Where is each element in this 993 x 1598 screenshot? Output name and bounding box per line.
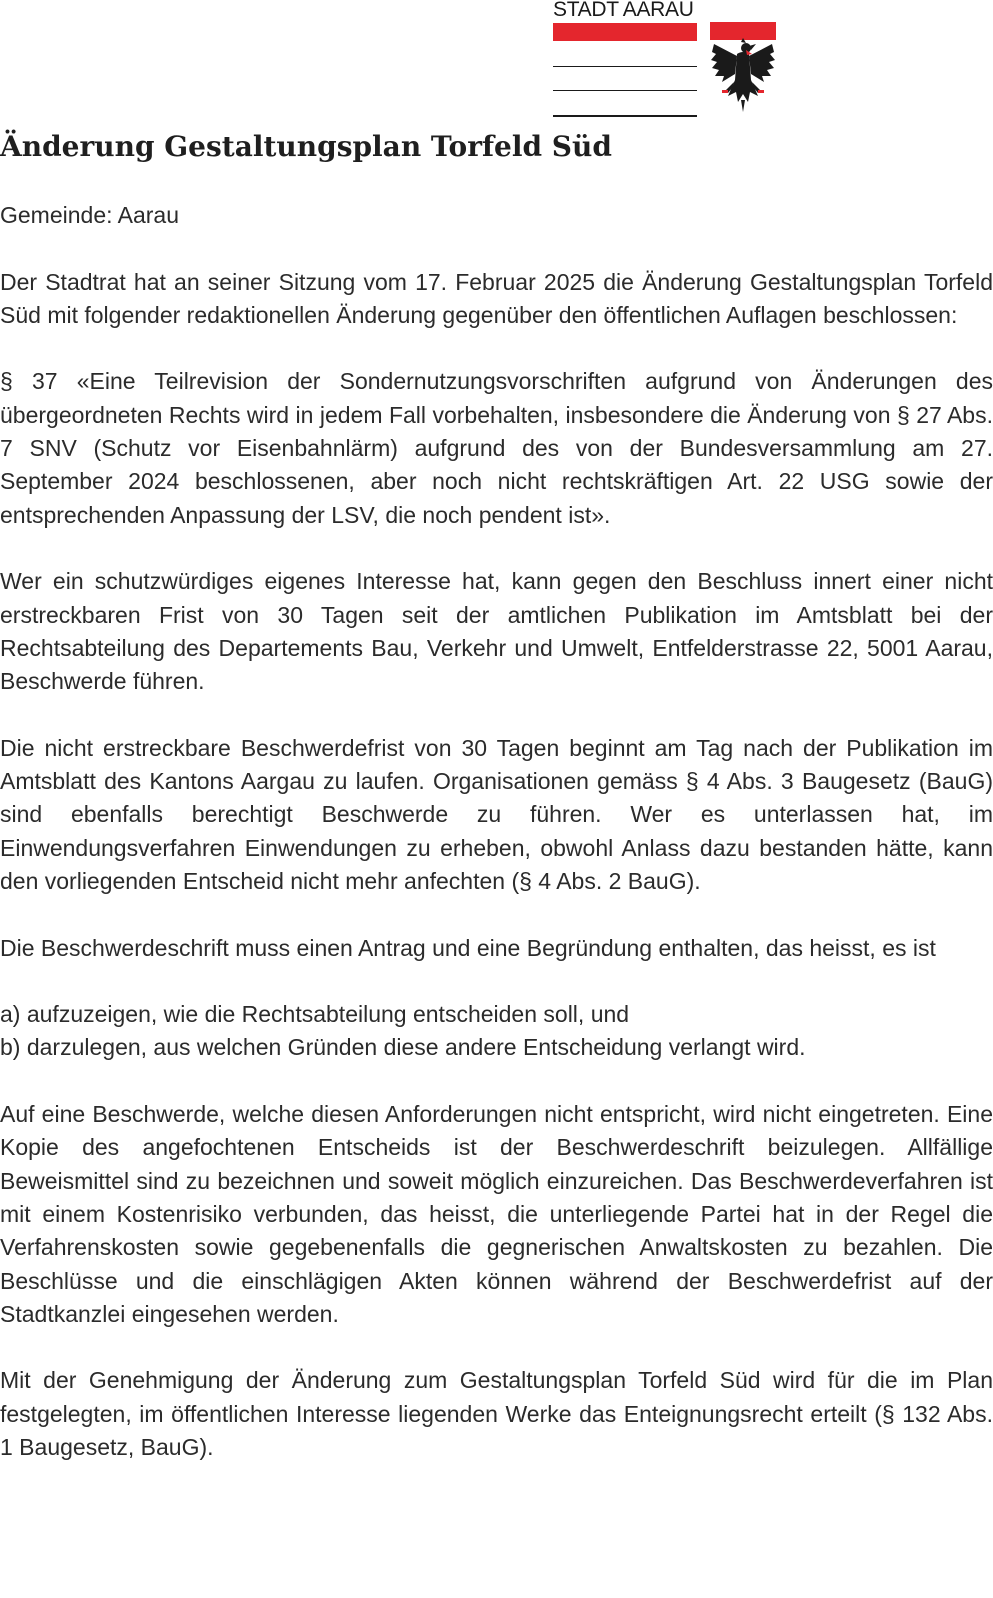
paragraph: Wer ein schutzwürdiges eigenes Interesse hat, kann gegen den Beschluss innert einer nicht erstreckbaren Frist von 30 Tagen seit der amtlichen Publikation im Amtsblatt bei der Rechtsabteilung des Departements Bau, Verkehr und Umwelt, Entfelderstrasse 22, 5001 Aarau, Beschwerde führen. [0,568,993,695]
logo-line [553,66,697,67]
requirements-list [0,998,993,1065]
stadt-aarau-logo [553,0,783,120]
logo-text: STADT AARAU [553,0,694,21]
list-item: b) darzulegen, aus welchen Gründen diese andere Entscheidung verlangt wird. [0,1034,806,1061]
list-item: a) aufzuzeigen, wie die Rechtsabteilung entscheiden soll, und [0,1001,630,1028]
logo-red-bar [553,23,697,41]
page-title: Änderung Gestaltungsplan Torfeld Süd [0,130,612,163]
aarau-eagle-crest-icon [710,22,776,112]
logo-line [553,90,697,91]
paragraph: Die nicht erstreckbare Beschwerdefrist von 30 Tagen beginnt am Tag nach der Publikation im Amtsblatt des Kantons Aargau zu laufen. Organisationen gemäss § 4 Abs. 3 Baugesetz (BauG) sind ebenfalls berechtigt Beschwerde zu führen. Wer es unterlassen hat, im Einwendungsverfahren Einwendungen zu erheben, obwohl Anlass dazu bestanden hätte, kann den vorliegenden Entscheid nicht mehr anfechten (§ 4 Abs. 2 BauG). [0,734,993,894]
logo-line [553,115,697,117]
document-body [0,199,993,1464]
paragraph: Mit der Genehmigung der Änderung zum Gestaltungsplan Torfeld Süd wird für die im Plan festgelegten, im öffentlichen Interesse liegenden Werke das Enteignungsrecht erteilt (§ 132 Abs. 1 Baugesetz, BauG). [0,1367,993,1460]
municipality-line: Gemeinde: Aarau [0,202,180,228]
paragraph: Der Stadtrat hat an seiner Sitzung vom 17. Februar 2025 die Änderung Gestaltungsplan Torfeld Süd mit folgender redaktionellen Änderung gegenüber den öffentlichen Auflagen beschlossen: [0,268,993,328]
paragraph: Auf eine Beschwerde, welche diesen Anforderungen nicht entspricht, wird nicht eingetreten. Eine Kopie des angefochtenen Entscheids ist der Beschwerdeschrift beizulegen. Allfällige Beweismittel sind zu bezeichnen und soweit möglich einzureichen. Das Beschwerdeverfahren ist mit einem Kostenrisiko verbunden, das heisst, die unterliegende Partei hat in der Regel die Verfahrenskosten sowie gegebenenfalls die gegnerischen Anwaltskosten zu bezahlen. Die Beschlüsse und die einschlägigen Akten können während der Beschwerdefrist auf der Stadtkanzlei eingesehen werden. [0,1101,993,1327]
paragraph: Die Beschwerdeschrift muss einen Antrag und eine Begründung enthalten, das heisst, es ist [0,934,936,961]
paragraph: § 37 «Eine Teilrevision der Sondernutzungsvorschriften aufgrund von Änderungen des übergeordneten Rechts wird in jedem Fall vorbehalten, insbesondere die Änderung von § 27 Abs. 7 SNV (Schutz vor Eisenbahnlärm) aufgrund des von der Bundesversammlung am 27. September 2024 beschlossenen, aber noch nicht rechtskräftigen Art. 22 USG sowie der entsprechenden Anpassung der LSV, die noch pendent ist». [0,368,993,528]
